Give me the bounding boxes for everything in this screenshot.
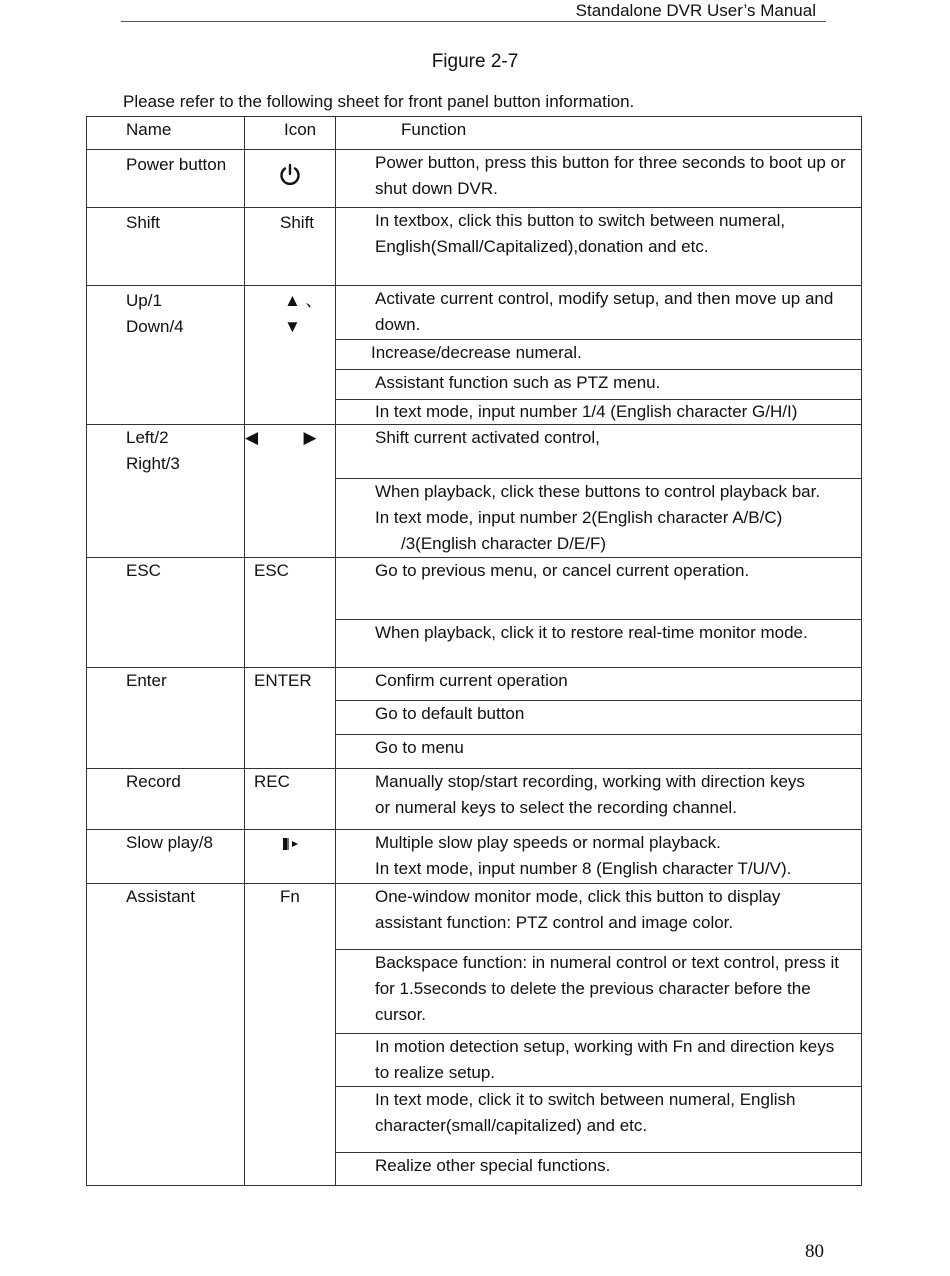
function-line: /3(English character D/E/F): [401, 534, 607, 553]
row-name: Assistant: [87, 884, 245, 1186]
row-name: Power button: [87, 150, 245, 208]
table-header-row: [87, 117, 862, 150]
row-name: Shift: [87, 208, 245, 286]
header-title: Standalone DVR User’s Manual: [575, 1, 816, 20]
row-name: Record: [87, 769, 245, 830]
row-name: Slow play/8: [87, 830, 245, 884]
up-arrow-icon: ▲ 、: [284, 291, 323, 310]
row-function: Realize other special functions.: [336, 1153, 862, 1186]
row-function: Increase/decrease numeral.: [336, 340, 862, 370]
row-icon-text: ESC: [245, 558, 336, 668]
row-function: Assistant function such as PTZ menu.: [336, 370, 862, 400]
row-name: [87, 286, 245, 425]
header-function: Function: [336, 117, 862, 150]
row-function: Go to menu: [336, 735, 862, 769]
row-function: In text mode, click it to switch between numeral, English character(small/capitalized) and etc.: [336, 1087, 862, 1153]
function-line: Manually stop/start recording, working with direction keys: [375, 772, 805, 791]
row-function: [336, 830, 862, 884]
row-function: One-window monitor mode, click this button to display assistant function: PTZ control and image color.: [336, 884, 862, 950]
table-row: [87, 769, 862, 830]
row-function: When playback, click it to restore real-time monitor mode.: [336, 620, 862, 668]
row-function: Shift current activated control,: [336, 425, 862, 479]
row-function: In textbox, click this button to switch between numeral, English(Small/Capitalized),donation and etc.: [336, 208, 862, 286]
left-arrow-icon: ◀: [245, 428, 259, 447]
function-line: or numeral keys to select the recording channel.: [375, 798, 737, 817]
function-line: In text mode, input number 8 (English character T/U/V).: [375, 859, 792, 878]
row-function: Activate current control, modify setup, and then move up and down.: [336, 286, 862, 340]
table-row: [87, 558, 862, 620]
row-function: Backspace function: in numeral control or text control, press it for 1.5seconds to delete the previous character before the cursor.: [336, 950, 862, 1034]
slow-play-icon: [245, 830, 336, 884]
header-icon: Icon: [245, 117, 336, 150]
row-function: In text mode, input number 1/4 (English character G/H/I): [336, 400, 862, 425]
name-line: Right/3: [126, 454, 180, 473]
row-icon-text: REC: [245, 769, 336, 830]
row-function: [336, 769, 862, 830]
table-row: [87, 884, 862, 950]
right-arrow-icon: ▶: [303, 428, 317, 447]
intro-text: Please refer to the following sheet for front panel button information.: [123, 92, 635, 111]
header-rule: [121, 21, 826, 22]
left-right-arrow-icons: [245, 425, 336, 558]
row-name: [87, 425, 245, 558]
power-icon: [245, 150, 336, 208]
function-line: In text mode, input number 2(English character A/B/C): [375, 508, 783, 527]
table-row: [87, 208, 862, 286]
row-function: Power button, press this button for three seconds to boot up or shut down DVR.: [336, 150, 862, 208]
row-function: Go to previous menu, or cancel current operation.: [336, 558, 862, 620]
row-icon-text: Fn: [245, 884, 336, 1186]
table-row: [87, 668, 862, 701]
row-name: Enter: [87, 668, 245, 769]
table-row: [87, 150, 862, 208]
front-panel-button-table: [86, 116, 862, 1186]
row-function: Confirm current operation: [336, 668, 862, 701]
name-line: Down/4: [126, 317, 184, 336]
up-down-arrow-icons: [245, 286, 336, 425]
table-row: [87, 425, 862, 479]
row-name: ESC: [87, 558, 245, 668]
row-icon-text: Shift: [245, 208, 336, 286]
table-row: [87, 830, 862, 884]
row-function: [336, 479, 862, 558]
figure-caption: Figure 2-7: [431, 51, 519, 72]
name-line: Left/2: [126, 428, 169, 447]
table-row: [87, 286, 862, 340]
row-function: In motion detection setup, working with Fn and direction keys to realize setup.: [336, 1034, 862, 1087]
name-line: Up/1: [126, 291, 162, 310]
row-function: Go to default button: [336, 701, 862, 735]
header-name: Name: [87, 117, 245, 150]
function-line: Multiple slow play speeds or normal playback.: [375, 833, 721, 852]
row-icon-text: ENTER: [245, 668, 336, 769]
down-arrow-icon: ▼: [284, 317, 301, 336]
page-number: 80: [805, 1241, 824, 1262]
function-line: When playback, click these buttons to control playback bar.: [375, 482, 821, 501]
